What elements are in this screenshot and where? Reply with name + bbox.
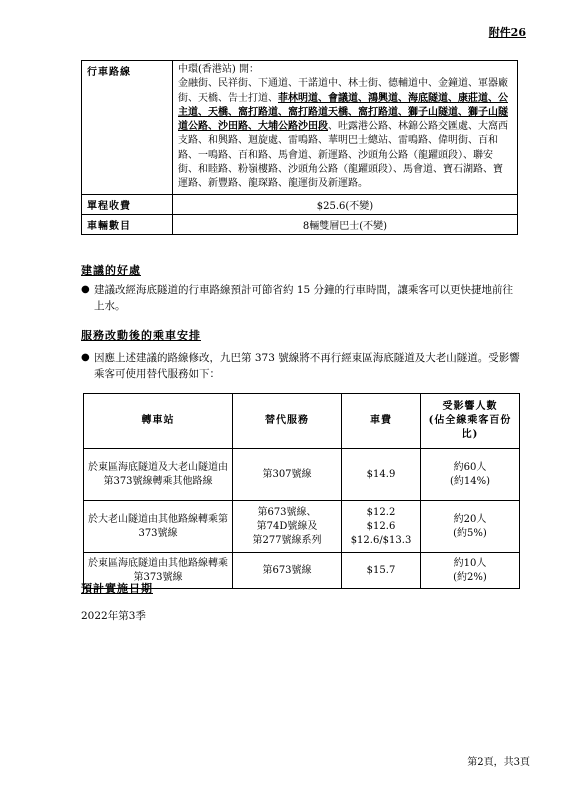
cell-affected: 約10人 (約2%) — [421, 553, 520, 589]
cell-fare: $12.2 $12.6 $12.6/$13.3 — [342, 501, 421, 553]
header-alt-service: 替代服務 — [233, 394, 342, 449]
fleet-value: 8輛雙層巴士(不變) — [173, 214, 518, 234]
route-description — [173, 61, 518, 195]
cell-fare: $15.7 — [342, 553, 421, 589]
route-intro: 中環(香港站) 開： — [178, 64, 259, 75]
date-heading: 預計實施日期 — [81, 582, 153, 595]
alternative-services-table — [83, 393, 520, 589]
route-row — [82, 61, 518, 195]
cell-alt-service: 第673號線 — [233, 553, 342, 589]
cell-alt-service: 第673號線、 第74D號線及 第277號線系列 — [233, 501, 342, 553]
bullet-dot-icon: ● — [81, 352, 90, 363]
cell-interchange: 於東區海底隧道由其他路線轉乘第373號線 — [84, 553, 233, 589]
implementation-date: 2022年第3季 — [81, 610, 146, 622]
route-label: 行車路線 — [82, 61, 173, 195]
cell-affected: 約60人 (約14%) — [421, 449, 520, 501]
fleet-label: 車輛數目 — [82, 214, 173, 234]
cell-interchange: 於東區海底隧道及大老山隧道由第373號線轉乘其他路線 — [84, 449, 233, 501]
benefit-bullet — [81, 282, 521, 314]
cell-interchange: 於大老山隧道由其他路線轉乘第373號線 — [84, 501, 233, 553]
table-row — [84, 449, 520, 501]
cell-affected: 約20人 (約5%) — [421, 501, 520, 553]
cell-alt-service: 第307號線 — [233, 449, 342, 501]
benefit-text: 建議改經海底隧道的行車路線預計可節省約 15 分鐘的行車時間，讓乘客可以更快捷地前往上水。 — [94, 284, 514, 312]
route-part-2-new: 菲林明道、會議道、鴻興道、海底隧道、康莊道、公主道、天橋、窩打路道、窩打路道天橋、窩打路道、獅子山隧道、獅子山隧道公路、沙田路、大埔公路沙田段 — [178, 92, 508, 133]
annex-label: 附件26 — [488, 26, 526, 39]
page-number: 第2頁，共3頁 — [467, 757, 530, 768]
header-interchange: 轉車站 — [84, 394, 233, 449]
fare-value: $25.6(不變) — [173, 194, 518, 214]
route-part-3: 、吐露港公路、林錦公路交匯處、大窩西支路、和興路、迴旋處、雷鳴路、華明巴士總站、雷鳴路、偉明街、百和路、一鳴路、百和路、馬會道、新運路、沙頭角公路（龍躍頭段）、聯安街、和睦路、粉嶺樓路、沙頭角公路（龍躍頭段）、馬會道、寶石湖路、寶運路、新豐路、龍琛路、龍運街及新運路。 — [178, 121, 508, 190]
benefit-heading: 建議的好處 — [81, 264, 141, 277]
header-fare: 車費 — [342, 394, 421, 449]
fare-row — [82, 194, 518, 214]
arrangement-heading: 服務改動後的乘車安排 — [81, 329, 201, 342]
table-row — [84, 501, 520, 553]
fleet-row — [82, 214, 518, 234]
cell-fare: $14.9 — [342, 449, 421, 501]
header-affected: 受影響人數 (佔全線乘客百份比) — [421, 394, 520, 449]
route-info-table — [81, 60, 518, 235]
arrangement-text: 因應上述建議的路線修改，九巴第 373 號線將不再行經東區海底隧道及大老山隧道。受影響乘客可使用替代服務如下： — [94, 352, 520, 380]
arrangement-bullet — [81, 350, 521, 382]
bullet-dot-icon: ● — [81, 284, 90, 295]
fare-label: 單程收費 — [82, 194, 173, 214]
route-part-1: 金融街、民祥街、下通道、干諾道中、林士街、德輔道中、金鐘道、軍器廠街、天橋、告士打道、 — [178, 78, 508, 104]
table-header-row — [84, 394, 520, 449]
